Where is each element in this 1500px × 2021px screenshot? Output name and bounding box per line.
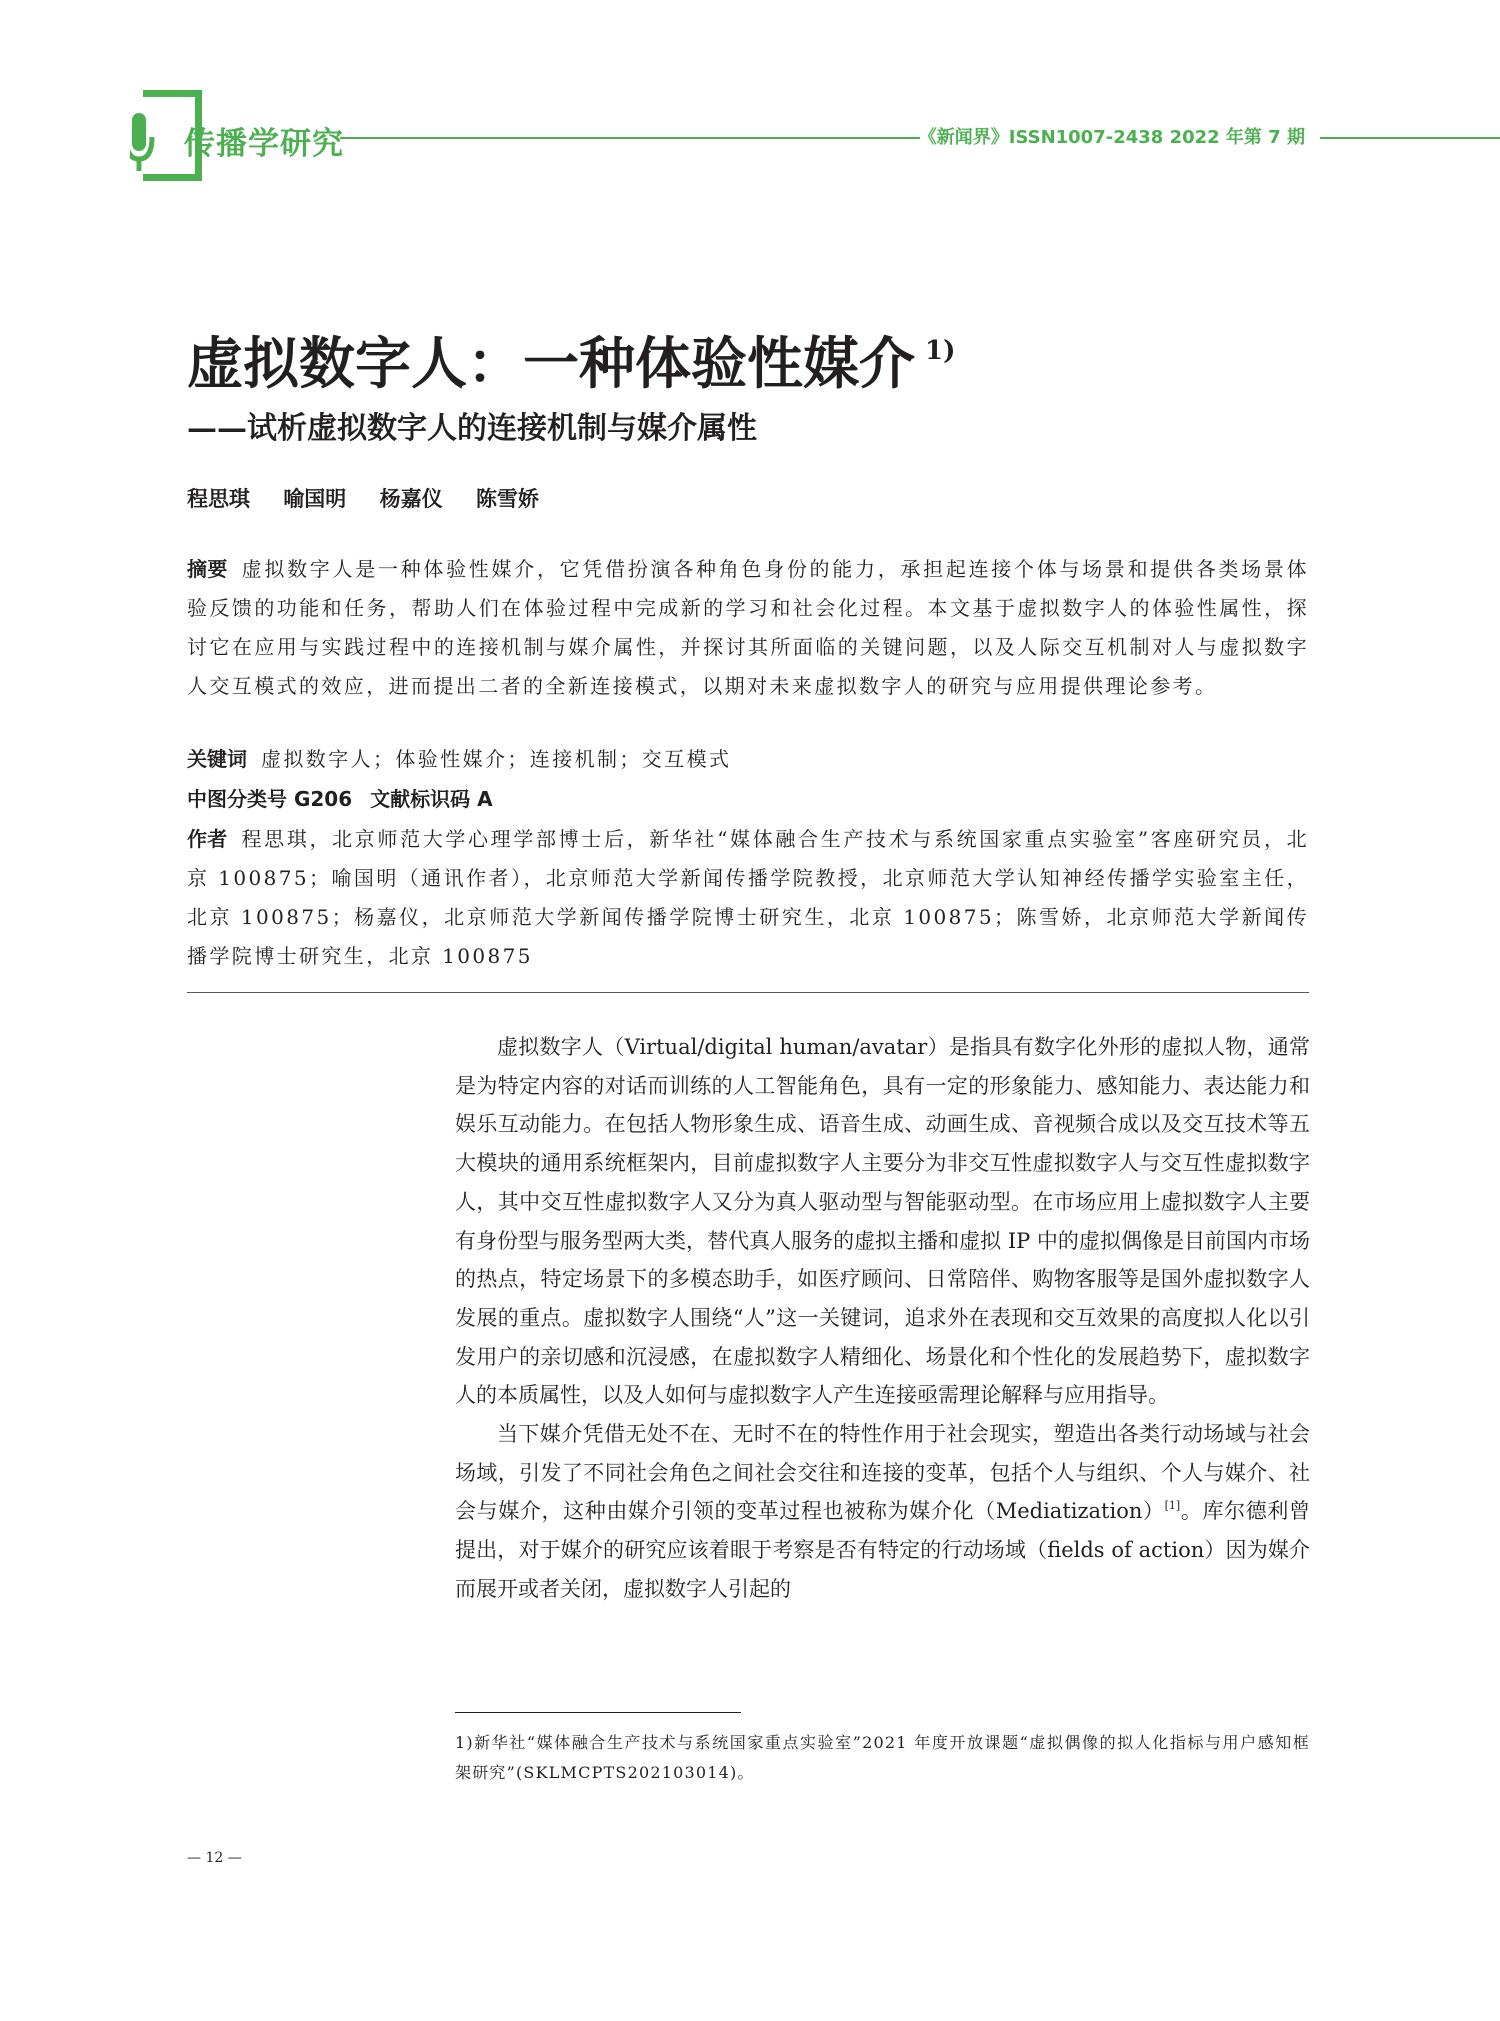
page-number: — 12 — (187, 1850, 242, 1866)
body-paragraph: 当下媒介凭借无处不在、无时不在的特性作用于社会现实，塑造出各类行动场域与社会场域，引发了不同社会角色之间社会交往和连接的变革，包括个人与组织、个人与媒介、社会与媒介，这种由媒介引领的变革过程也被称为媒介化（Mediatization）[1]。库尔德利曾提出，对于媒介的研究应该着眼于考察是否有特定的行动场域（fields of action）因为媒介而展开或者关闭，虚拟数字人引起的 (455, 1422, 1311, 1601)
author-list (187, 483, 565, 513)
microphone-logo-icon (130, 109, 172, 171)
abstract-label: 摘要 (187, 557, 228, 581)
author-name: 喻国明 (283, 487, 347, 511)
header-rule-right (1320, 137, 1500, 139)
journal-info: 《新闻界》ISSN1007-2438 2022 年第 7 期 (918, 127, 1305, 148)
article-title-text: 虚拟数字人：一种体验性媒介 (187, 331, 915, 397)
citation-ref: [1] (1164, 1499, 1181, 1513)
footnote-rule (455, 1712, 741, 1713)
author-name: 程思琪 (187, 487, 250, 511)
footnote: 1)新华社“媒体融合生产技术与系统国家重点实验室”2021 年度开放课题“虚拟偶像的拟人化指标与用户感知框架研究”(SKLMCPTS202103014)。 (455, 1733, 1310, 1782)
abstract (187, 550, 1309, 706)
author-info-text: 程思琪，北京师范大学心理学部博士后，新华社“媒体融合生产技术与系统国家重点实验室”客座研究员，北京 100875；喻国明（通讯作者），北京师范大学新闻传播学院教授，北京师范大学认知神经传播学实验室主任，北京 100875；杨嘉仪，北京师范大学新闻传播学院博士研究生，北京 100875；陈雪娇，北京师范大学新闻传播学院博士研究生，北京 100875 (187, 827, 1310, 968)
author-name: 陈雪娇 (475, 487, 539, 511)
title-footnote-marker: 1) (925, 336, 956, 366)
document-code: 文献标识码 A (370, 787, 493, 811)
header-rule-left (340, 137, 920, 139)
keywords-label: 关键词 (187, 747, 247, 771)
keywords-text: 虚拟数字人；体验性媒介；连接机制；交互模式 (261, 747, 732, 771)
author-info (187, 820, 1309, 976)
body-text (455, 1028, 1310, 1609)
section-divider (187, 992, 1309, 993)
article-title (187, 316, 955, 399)
keywords (187, 740, 1309, 779)
abstract-text: 虚拟数字人是一种体验性媒介，它凭借扮演各种角色身份的能力，承担起连接个体与场景和提供各类场景体验反馈的功能和任务，帮助人们在体验过程中完成新的学习和社会化过程。本文基于虚拟数字人的体验性属性，探讨它在应用与实践过程中的连接机制与媒介属性，并探讨其所面临的关键问题，以及人际交互机制对人与虚拟数字人交互模式的效应，进而提出二者的全新连接模式，以期对未来虚拟数字人的研究与应用提供理论参考。 (187, 557, 1309, 698)
classification (187, 780, 1309, 819)
clc-number: 中图分类号 G206 (187, 787, 353, 811)
article-subtitle: ——试析虚拟数字人的连接机制与媒介属性 (187, 411, 757, 446)
section-name: 传播学研究 (184, 126, 344, 162)
author-info-label: 作者 (187, 827, 228, 851)
body-paragraph: 虚拟数字人（Virtual/digital human/avatar）是指具有数字化外形的虚拟人物，通常是为特定内容的对话而训练的人工智能角色，具有一定的形象能力、感知能力、表达能力和娱乐互动能力。在包括人物形象生成、语音生成、动画生成、音视频合成以及交互技术等五大模块的通用系统框架内，目前虚拟数字人主要分为非交互性虚拟数字人与交互性虚拟数字人，其中交互性虚拟数字人又分为真人驱动型与智能驱动型。在市场应用上虚拟数字人主要有身份型与服务型两大类，替代真人服务的虚拟主播和虚拟 IP 中的虚拟偶像是目前国内市场的热点，特定场景下的多模态助手，如医疗顾问、日常陪伴、购物客服等是国外虚拟数字人发展的重点。虚拟数字人围绕“人”这一关键词，追求外在表现和交互效果的高度拟人化以引发用户的亲切感和沉浸感，在虚拟数字人精细化、场景化和个性化的发展趋势下，虚拟数字人的本质属性，以及人如何与虚拟数字人产生连接亟需理论解释与应用指导。 (455, 1035, 1310, 1408)
author-name: 杨嘉仪 (379, 487, 443, 511)
